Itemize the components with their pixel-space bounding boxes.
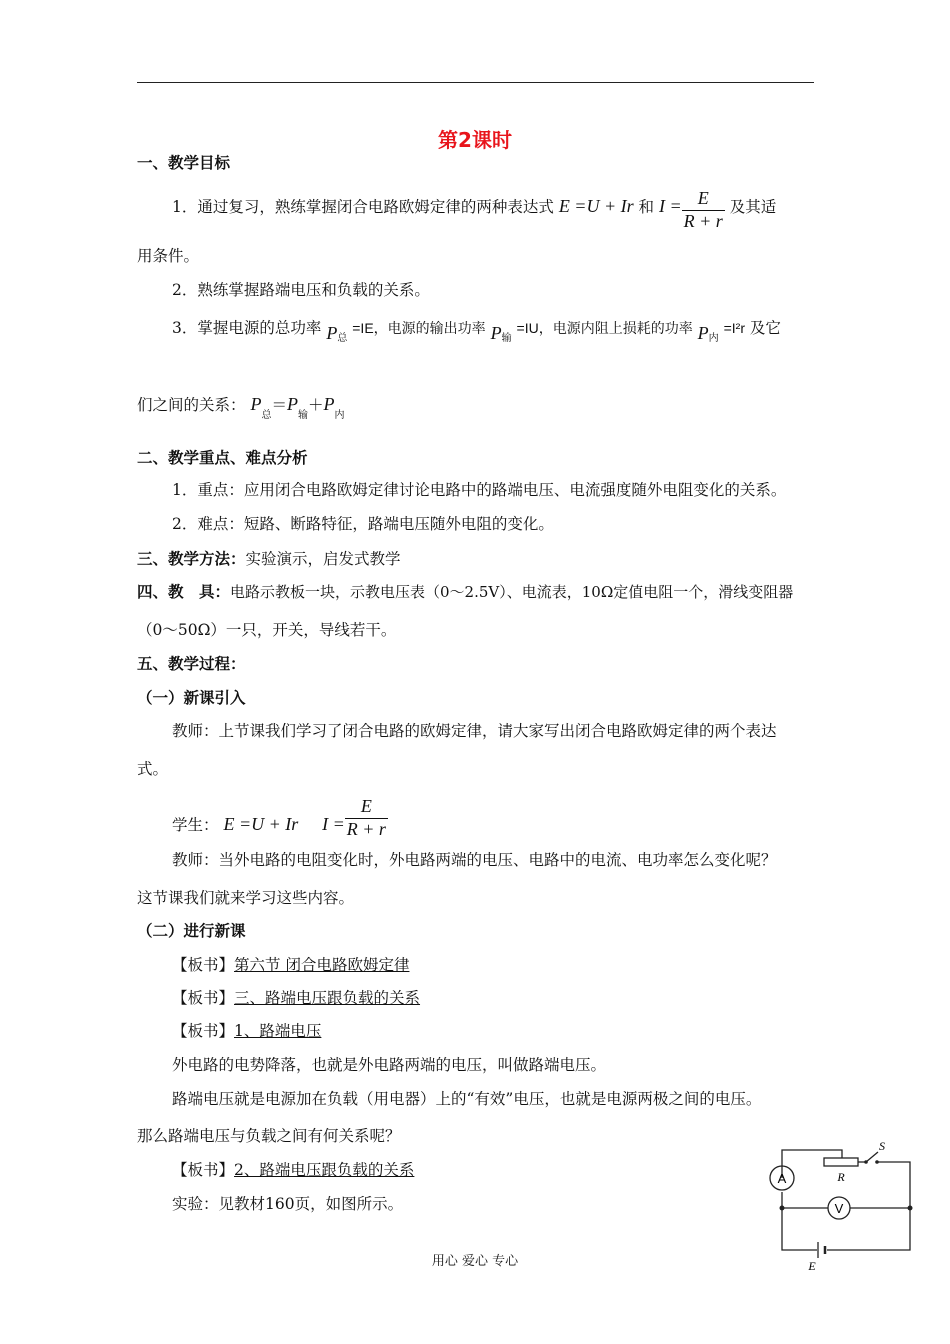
p-in-subscript: 内 [708, 333, 719, 344]
section1-heading: 一、教学目标 [137, 154, 231, 172]
equation-e: E =U + Ir [558, 196, 634, 217]
rel-sub-out: 输 [297, 410, 308, 421]
section3-heading: 三、教学方法： [137, 550, 246, 568]
p-out-symbol: P [490, 323, 502, 343]
rel-equals: ＝ [271, 396, 287, 414]
section5-heading: 五、教学过程： [137, 655, 246, 673]
teacher-line-2: 教师：当外电路的电阻变化时，外电路两端的电压、电路中的电流、电功率怎么变化呢？ [172, 851, 777, 869]
switch-contact-left [864, 1160, 868, 1164]
p-total-eq: =IE，电源的输出功率 [352, 320, 486, 336]
board-text-2: 三、路端电压跟负载的关系 [234, 989, 421, 1007]
key-point: 1．重点：应用闭合电路欧姆定律讨论电路中的路端电压、电流强度随外电阻变化的关系。 [172, 481, 787, 499]
board-tag: 【板书】 [172, 1022, 235, 1040]
p-total-subscript: 总 [337, 333, 348, 344]
p-total-symbol: P [326, 323, 338, 343]
experiment-line: 实验：见教材160页，如图所示。 [172, 1195, 404, 1213]
and-text: 和 [638, 198, 655, 217]
voltmeter-label: V [834, 1201, 844, 1216]
page-title: 第2课时 [438, 128, 512, 152]
board-line-1 [172, 956, 409, 975]
junction-left [780, 1206, 785, 1211]
objective-3-tail: 及它 [749, 319, 781, 337]
equation-i-lhs: I = [659, 196, 682, 217]
objective-1-tail: 及其适 [729, 198, 777, 217]
rel-p-out: P [286, 394, 298, 414]
power-relation [137, 394, 345, 421]
objective-1 [172, 186, 776, 230]
objective-2: 2．熟练掌握路端电压和负载的关系。 [172, 281, 430, 299]
section3-text: 实验演示，启发式教学 [245, 550, 401, 568]
section4 [137, 583, 793, 602]
subsection-new-lesson: （二）进行新课 [137, 922, 246, 940]
board-line-4 [172, 1161, 414, 1180]
section4-heading: 四、教 具： [137, 583, 231, 601]
wire-top-left [782, 1150, 822, 1178]
rheostat [824, 1158, 858, 1166]
switch-label: S [879, 1139, 885, 1153]
power-relation-label: 们之间的关系： [137, 396, 246, 414]
board-text-4: 2、路端电压跟负载的关系 [234, 1161, 415, 1179]
equation-i-fraction [682, 188, 725, 232]
rel-sub-in: 内 [334, 410, 345, 421]
fraction-numerator: E [697, 188, 709, 208]
board-tag: 【板书】 [172, 989, 235, 1007]
p-in-symbol: P [697, 323, 709, 343]
rel-plus: ＋ [307, 396, 324, 414]
student-eq-i-lhs: I = [322, 814, 345, 835]
section3 [137, 550, 401, 569]
section4-cont: （0～50Ω）一只，开关，导线若干。 [137, 621, 397, 639]
teacher-line-1: 教师：上节课我们学习了闭合电路的欧姆定律，请大家写出闭合电路欧姆定律的两个表达 [172, 722, 777, 740]
rel-p-in: P [323, 394, 335, 414]
wire-left [782, 1192, 817, 1250]
board-line-2 [172, 989, 420, 1008]
p-out-subscript: 输 [501, 333, 512, 344]
header-rule [137, 82, 814, 83]
switch-contact-right [875, 1160, 879, 1164]
junction-right [908, 1206, 913, 1211]
board-tag: 【板书】 [172, 956, 235, 974]
objective-3 [172, 317, 781, 344]
student-line [172, 796, 388, 840]
page-footer: 用心 爱心 专心 [431, 1254, 519, 1269]
student-eq-i-fraction [345, 796, 388, 840]
rel-sub-total: 总 [261, 410, 272, 421]
board-line-3 [172, 1022, 321, 1041]
rheostat-slider [822, 1150, 842, 1158]
rel-p-total: P [250, 394, 262, 414]
source-label: E [808, 1259, 816, 1273]
student-label: 学生： [172, 816, 219, 835]
student-fraction-denominator: R + r [346, 818, 386, 839]
section4-text: 电路示教板一块，示教电压表（0～2.5V）、电流表，10Ω定值电阻一个，滑线变阻器 [230, 583, 794, 601]
board-text-3: 1、路端电压 [234, 1022, 322, 1040]
p-in-eq: =I²r [723, 320, 745, 336]
board-text-1: 第六节 闭合电路欧姆定律 [234, 956, 410, 974]
board-tag: 【板书】 [172, 1161, 235, 1179]
paragraph-2: 路端电压就是电源加在负载（用电器）上的“有效”电压，也就是电源两极之间的电压。 [172, 1090, 762, 1108]
objective-3-text: 3．掌握电源的总功率 [172, 319, 322, 337]
student-fraction-numerator: E [360, 796, 372, 816]
section2-heading: 二、教学重点、难点分析 [137, 449, 308, 467]
resistor-label: R [837, 1170, 845, 1184]
paragraph-1: 外电路的电势降落，也就是外电路两端的电压，叫做路端电压。 [172, 1056, 607, 1074]
student-eq-e: E =U + Ir [223, 814, 299, 835]
paragraph-2-cont: 那么路端电压与负载之间有何关系呢？ [137, 1127, 401, 1145]
ammeter-label: A [777, 1171, 787, 1186]
p-out-eq: =IU，电源内阻上损耗的功率 [516, 320, 693, 336]
objective-1-text: 1．通过复习，熟练掌握闭合电路欧姆定律的两种表达式 [172, 198, 554, 217]
objective-1-cont: 用条件。 [137, 247, 200, 265]
fraction-denominator: R + r [683, 210, 723, 231]
subsection-intro: （一）新课引入 [137, 689, 246, 707]
teacher-line-2-cont: 这节课我们就来学习这些内容。 [137, 889, 355, 907]
difficult-point: 2．难点：短路、断路特征，路端电压随外电阻的变化。 [172, 515, 554, 533]
teacher-line-1-cont: 式。 [137, 760, 169, 778]
